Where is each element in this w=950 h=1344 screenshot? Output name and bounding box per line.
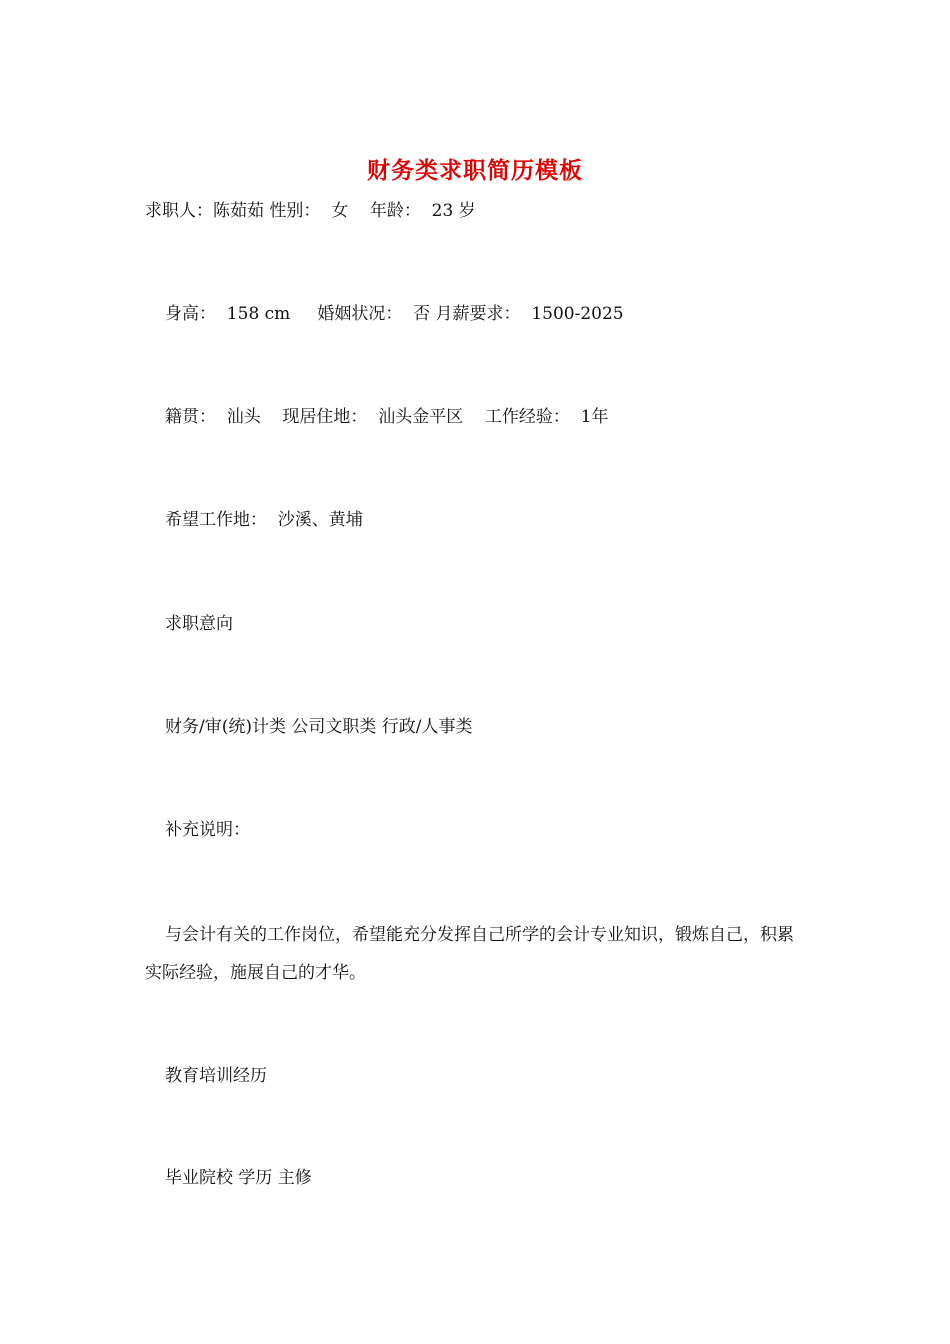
document-title: 财务类求职简历模板 [367,157,583,184]
height-marital-salary-line: 身高： 158 cm 婚姻状况： 否 月薪要求： 1500-2025 [165,304,624,324]
job-intent-list: 财务/审(统)计类 公司文职类 行政/人事类 [165,717,473,737]
education-columns-line: 毕业院校 学历 主修 [165,1168,312,1188]
origin-residence-experience-line: 籍贯： 汕头 现居住地： 汕头金平区 工作经验： 1年 [165,407,609,427]
job-intent-heading: 求职意向 [165,614,233,634]
desired-location-line: 希望工作地： 沙溪、黄埔 [165,510,363,530]
supplementary-paragraph: 与会计有关的工作岗位，希望能充分发挥自己所学的会计专业知识，锻炼自己，积累实际经验，施展自己的才华。 [145,925,794,983]
education-heading: 教育培训经历 [165,1066,267,1086]
applicant-info-line: 求职人：陈茹茹 性别： 女 年龄： 23 岁 [145,201,476,221]
supplementary-heading: 补充说明： [165,820,250,840]
